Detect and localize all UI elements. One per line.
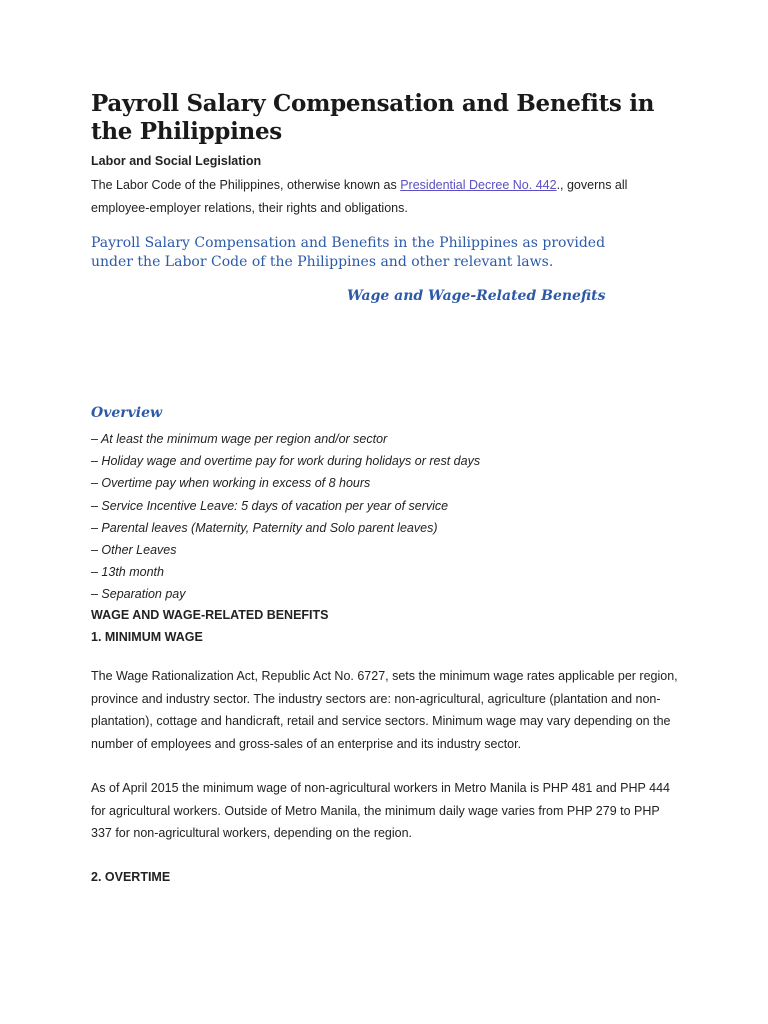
- overtime-heading: 2. OVERTIME: [91, 870, 171, 884]
- lead-paragraph: Payroll Salary Compensation and Benefits in the Philippines as provided under the Labor Code of the Philippines and other relevant laws.: [91, 235, 606, 270]
- document-subtitle: Labor and Social Legislation: [91, 154, 262, 168]
- page-title: Payroll Salary Compensation and Benefits in the Philippines: [91, 90, 655, 145]
- overview-list: [91, 428, 480, 606]
- wage-benefits-heading: Wage and Wage-Related Benefits: [347, 288, 606, 304]
- overview-item: – Holiday wage and overtime pay for work during holidays or rest days: [91, 454, 481, 469]
- benefits-heading: WAGE AND WAGE-RELATED BENEFITS: [91, 608, 329, 622]
- overview-item: – Parental leaves (Maternity, Paternity and Solo parent leaves): [91, 520, 438, 535]
- minimum-wage-paragraph: The Wage Rationalization Act, Republic Act No. 6727, sets the minimum wage rates applicable per region, province and industry sector. The industry sectors are: non-agricultural, agriculture (plantation and non-plantation), cottage and handicraft, retail and service sectors. Minimum wage may vary depending on the number of employees and gross-sales of an enterprise and its industry sector.: [91, 669, 678, 751]
- overview-heading: Overview: [91, 405, 163, 421]
- intro-paragraph: [91, 174, 651, 220]
- minimum-wage-rates-paragraph: As of April 2015 the minimum wage of non-agricultural workers in Metro Manila is PHP 481 and PHP 444 for agricultural workers. Outside of Metro Manila, the minimum daily wage varies from PHP 279 to PHP 337 for non-agricultural workers, depending on the region.: [91, 781, 670, 840]
- overview-item: – Overtime pay when working in excess of 8 hours: [91, 476, 371, 491]
- intro-text-before: The Labor Code of the Philippines, otherwise known as: [91, 178, 401, 192]
- overview-item: – 13th month: [91, 565, 164, 580]
- presidential-decree-link[interactable]: Presidential Decree No. 442: [400, 178, 557, 192]
- overview-item: – Separation pay: [91, 587, 186, 602]
- overview-item: – At least the minimum wage per region and/or sector: [91, 432, 388, 446]
- intro-text-after: ., governs all employee-employer relations, their rights and obligations.: [91, 178, 628, 215]
- overview-item: – Service Incentive Leave: 5 days of vacation per year of service: [91, 498, 449, 513]
- minimum-wage-heading: 1. MINIMUM WAGE: [91, 630, 203, 644]
- overview-item: – Other Leaves: [91, 543, 177, 558]
